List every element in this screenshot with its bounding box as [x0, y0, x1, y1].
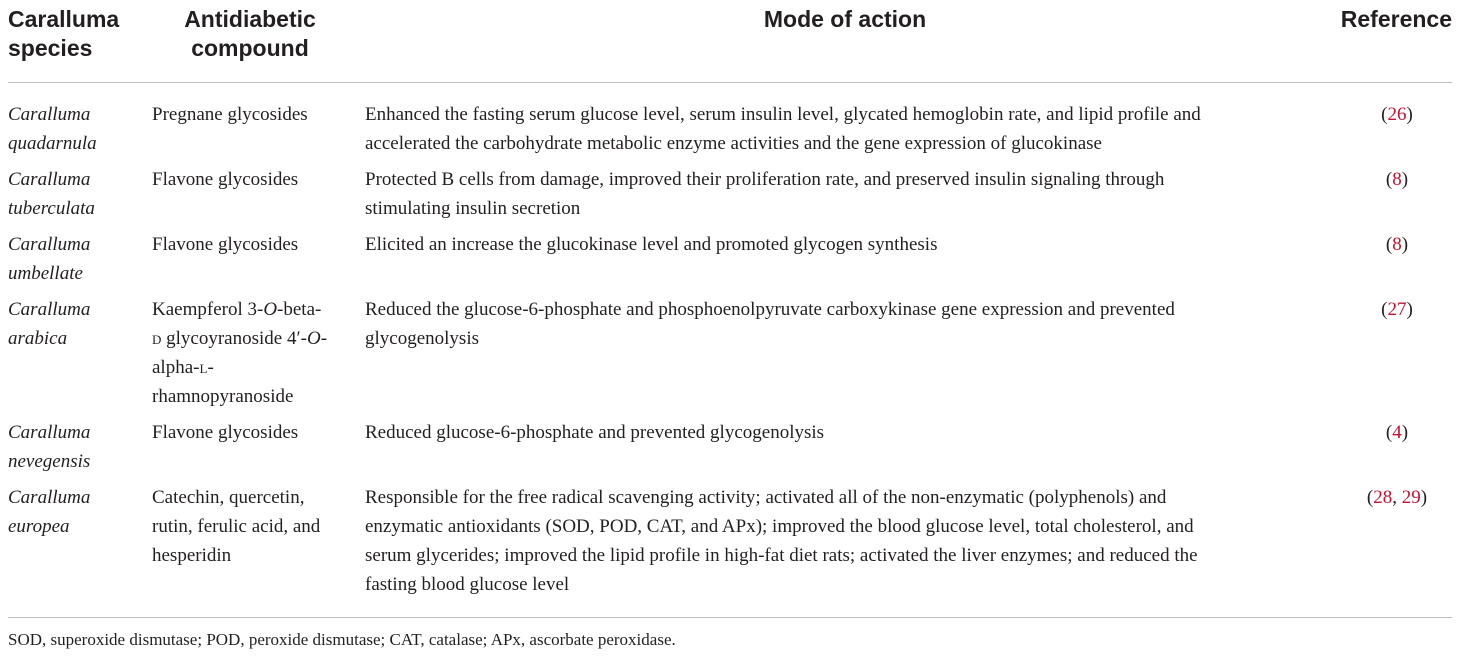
species-cell	[8, 165, 95, 223]
header-species	[8, 5, 119, 63]
reference-cell: (4)	[1385, 422, 1409, 443]
header-species-line2: species	[8, 35, 93, 61]
compound-cell	[152, 418, 298, 447]
reference-cell: (28, 29)	[1366, 487, 1428, 508]
mode-line: glycogenolysis	[365, 328, 479, 349]
mode-line: Elicited an increase the glucokinase level and promoted glycogen synthesis	[365, 234, 938, 255]
species-line: arabica	[8, 328, 68, 349]
compound-cell	[152, 483, 320, 570]
compound-text: -	[207, 357, 214, 378]
reference-cell: (27)	[1381, 299, 1413, 320]
mode-cell	[365, 295, 1175, 353]
reference-link[interactable]: 29	[1401, 487, 1421, 508]
species-cell	[8, 483, 90, 541]
compound-cell	[152, 230, 298, 259]
species-line: Caralluma	[8, 422, 91, 443]
species-line: Caralluma	[8, 487, 91, 508]
reference-cell: (8)	[1385, 234, 1409, 255]
header-compound-line1: Antidiabetic	[184, 6, 316, 32]
mode-line: enzymatic antioxidants (SOD, POD, CAT, and APx); improved the blood glucose level, total cholesterol, and	[365, 516, 1194, 537]
compound-line: Catechin, quercetin,	[152, 487, 305, 508]
compound-cell	[152, 165, 298, 194]
compound-text: d	[152, 328, 162, 349]
compound-text: glycoyranoside 4′-	[161, 328, 307, 349]
compound-text: -	[320, 328, 328, 349]
compound-line: Flavone glycosides	[152, 422, 299, 443]
mode-cell	[365, 483, 1198, 599]
mode-cell	[365, 165, 1164, 223]
mode-line: fasting blood glucose level	[365, 574, 570, 595]
mode-line: stimulating insulin secretion	[365, 198, 581, 219]
mode-cell	[365, 230, 937, 259]
species-line: Caralluma	[8, 104, 91, 125]
reference-cell: (26)	[1381, 104, 1413, 125]
species-line: tuberculata	[8, 198, 95, 219]
reference-link[interactable]: 27	[1387, 299, 1407, 320]
reference-link[interactable]: 28	[1373, 487, 1393, 508]
compound-line	[152, 353, 327, 382]
species-line: Caralluma	[8, 234, 91, 255]
header-mode: Mode of action	[763, 6, 927, 32]
species-cell	[8, 418, 90, 476]
mode-line: serum glycerides; improved the lipid profile in high-fat diet rats; activated the liver enzymes; and reduced the	[365, 545, 1198, 566]
mode-line: Responsible for the free radical scavenging activity; activated all of the non-enzymatic (polyphenols) and	[365, 487, 1167, 508]
mode-line: Reduced glucose-6-phosphate and prevented glycogenolysis	[365, 422, 825, 443]
mode-line: Enhanced the fasting serum glucose level, serum insulin level, glycated hemoglobin rate, and lipid profile and	[365, 104, 1201, 125]
compound-text: alpha-	[152, 357, 200, 378]
compound-line	[152, 324, 327, 353]
compound-line: rutin, ferulic acid, and	[152, 516, 321, 537]
table-footnote: SOD, superoxide dismutase; POD, peroxide dismutase; CAT, catalase; APx, ascorbate peroxidase.	[8, 630, 676, 649]
compound-line: rhamnopyranoside	[152, 386, 294, 407]
header-compound	[150, 5, 350, 63]
compound-line: hesperidin	[152, 545, 232, 566]
compound-line: Flavone glycosides	[152, 169, 299, 190]
compound-text: Kaempferol 3-	[152, 299, 264, 320]
species-line: europea	[8, 516, 70, 537]
species-cell	[8, 230, 90, 288]
footer-rule	[8, 617, 1452, 618]
compound-cell	[152, 295, 327, 411]
compound-line	[152, 295, 327, 324]
species-line: Caralluma	[8, 299, 91, 320]
compound-text: -beta-	[277, 299, 322, 320]
mode-line: accelerated the carbohydrate metabolic enzyme activities and the gene expression of glucokinase	[365, 133, 1102, 154]
species-cell	[8, 100, 97, 158]
reference-link[interactable]: 4	[1392, 422, 1402, 443]
species-line: Caralluma	[8, 169, 91, 190]
species-cell	[8, 295, 90, 353]
compound-text: O	[306, 328, 321, 349]
compound-text: l	[199, 357, 208, 378]
compound-cell	[152, 100, 308, 129]
species-line: umbellate	[8, 263, 83, 284]
mode-cell	[365, 418, 824, 447]
header-reference: Reference	[1340, 6, 1452, 32]
mode-line: Reduced the glucose-6-phosphate and phosphoenolpyruvate carboxykinase gene expression and prevented	[365, 299, 1175, 320]
species-line: quadarnula	[8, 133, 97, 154]
mode-cell	[365, 100, 1201, 158]
reference-link[interactable]: 8	[1392, 169, 1402, 190]
compound-line: Pregnane glycosides	[152, 104, 308, 125]
header-compound-line2: compound	[191, 35, 309, 61]
reference-link[interactable]: 26	[1387, 104, 1407, 125]
reference-link[interactable]: 8	[1392, 234, 1402, 255]
species-line: nevegensis	[8, 451, 91, 472]
header-rule	[8, 82, 1452, 83]
compound-text: O	[263, 299, 278, 320]
header-species-line1: Caralluma	[8, 6, 120, 32]
reference-cell: (8)	[1385, 169, 1409, 190]
compound-line: Flavone glycosides	[152, 234, 299, 255]
mode-line: Protected B cells from damage, improved their proliferation rate, and preserved insulin signaling through	[365, 169, 1165, 190]
